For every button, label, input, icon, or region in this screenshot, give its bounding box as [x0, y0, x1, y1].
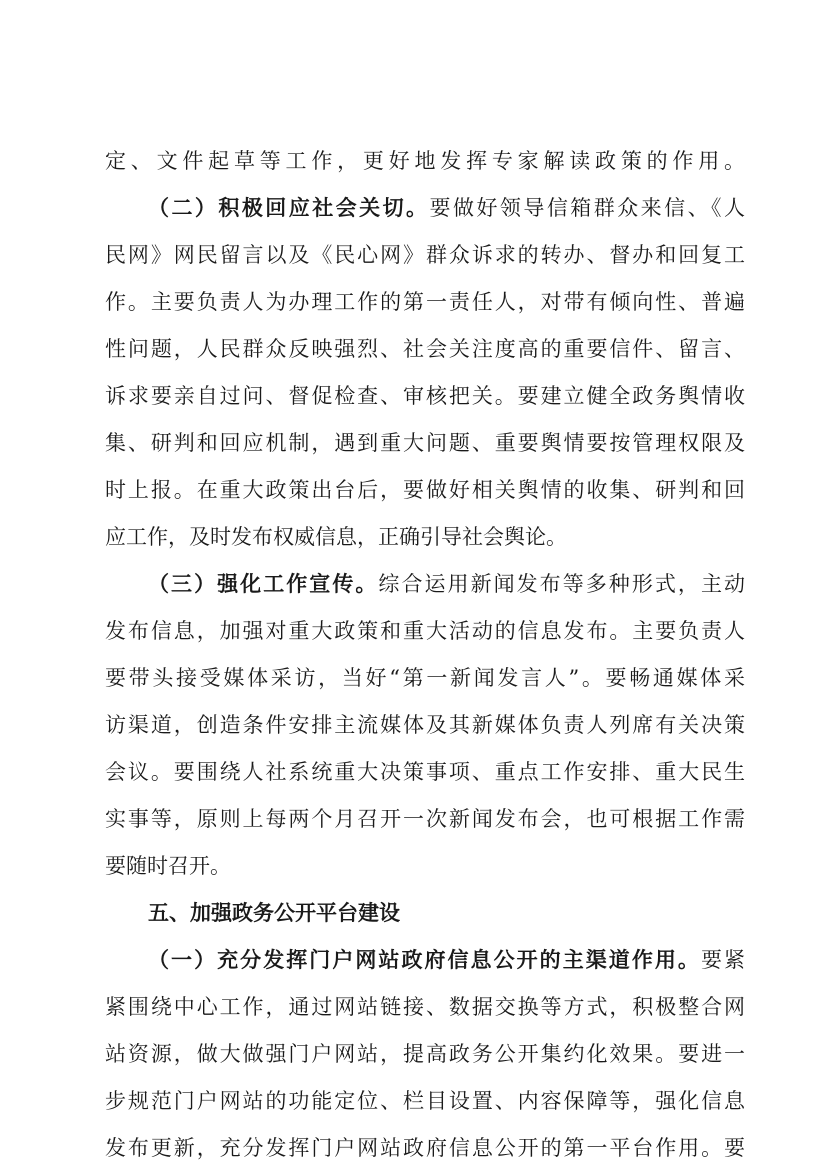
paragraph-line: 紧围绕中心工作，通过网站链接、数据交换等方式，积极整合网: [105, 995, 745, 1019]
subheading: （二）积极回应社会关切。: [148, 195, 430, 220]
paragraph-line: 访渠道，创造条件安排主流媒体及其新媒体负责人列席有关决策: [105, 713, 745, 737]
paragraph-line: [148, 188, 745, 228]
paragraph-line: 站资源，做大做强门户网站，提高政务公开集约化效果。要进一: [105, 1042, 745, 1066]
paragraph-line: 定、文件起草等工作，更好地发挥专家解读政策的作用。: [105, 149, 745, 173]
paragraph-line: 应工作，及时发布权威信息，正确引导社会舆论。: [105, 525, 567, 549]
paragraph-line: [148, 940, 745, 980]
paragraph-line: 诉求要亲自过问、督促检查、审核把关。要建立健全政务舆情收: [105, 384, 745, 408]
paragraph-line: 会议。要围绕人社系统重大决策事项、重点工作安排、重大民生: [105, 760, 745, 784]
paragraph-text: 要做好领导信箱群众来信、《人: [429, 196, 745, 220]
paragraph-line: 实事等，原则上每两个月召开一次新闻发布会，也可根据工作需: [105, 807, 745, 831]
section-heading: 五、加强政务公开平台建设: [148, 900, 400, 925]
paragraph-line: 发布更新，充分发挥门户网站政府信息公开的第一平台作用。要: [105, 1136, 745, 1160]
paragraph-line: 民网》网民留言以及《民心网》群众诉求的转办、督办和回复工: [105, 243, 745, 267]
paragraph-line: 性问题，人民群众反映强烈、社会关注度高的重要信件、留言、: [105, 337, 745, 361]
paragraph-line: 作。主要负责人为办理工作的第一责任人，对带有倾向性、普遍: [105, 290, 745, 314]
paragraph-line: [148, 564, 745, 604]
paragraph-text: 综合运用新闻发布等多种形式，主动: [378, 572, 745, 596]
paragraph-line: 步规范门户网站的功能定位、栏目设置、内容保障等，强化信息: [105, 1089, 745, 1113]
subheading: （三）强化工作宣传。: [148, 571, 379, 596]
paragraph-line: 要带头接受媒体采访，当好“第一新闻发言人”。要畅通媒体采: [105, 666, 745, 690]
paragraph-line: 时上报。在重大政策出台后，要做好相关舆情的收集、研判和回: [105, 478, 745, 502]
paragraph-line: 发布信息，加强对重大政策和重大活动的信息发布。主要负责人: [105, 619, 745, 643]
paragraph-line: 集、研判和回应机制，遇到重大问题、重要舆情要按管理权限及: [105, 431, 745, 455]
subheading: （一）充分发挥门户网站政府信息公开的主渠道作用。: [148, 947, 701, 972]
paragraph-text: 要紧: [700, 948, 745, 972]
paragraph-line: 要随时召开。: [105, 854, 231, 878]
